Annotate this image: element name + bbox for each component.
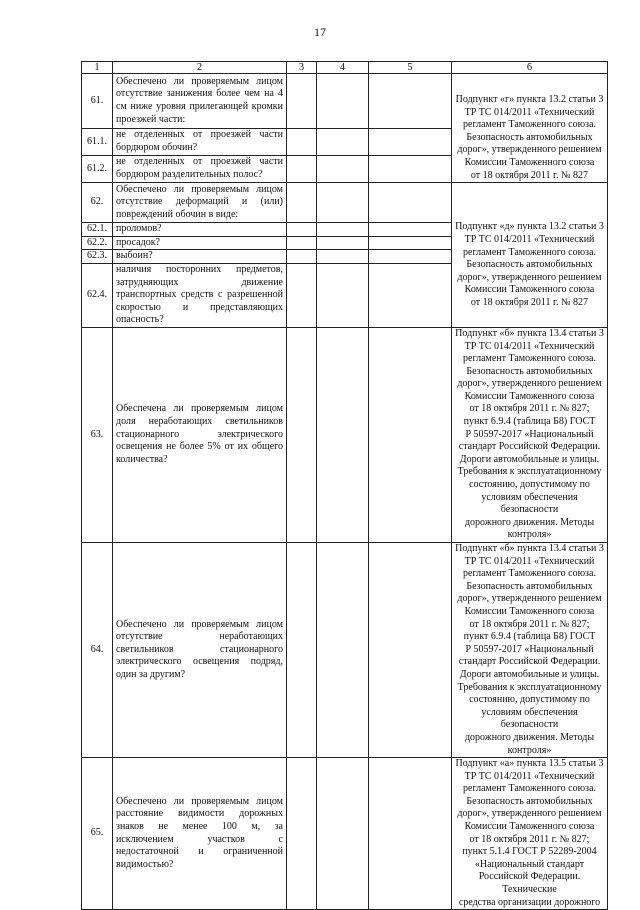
answer-cell <box>369 236 452 250</box>
row-number: 62.4. <box>82 263 113 327</box>
answer-cell <box>317 327 369 542</box>
legal-reference-text: Подпункт «б» пункта 13.4 статьи 3 ТР ТС 014/2011 «Технический регламент Таможенного союза. Безопасность автомобильных дорог», утвержденного решением Комиссии Таможенного союза от 18 октября 2011 г. № 827; пункт 6.9.4 (таблица Б8) ГОСТ Р 50597-2017 «Национальный стандарт Российской Федерации. Дороги автомобильные и улицы. Требования к эксплуатационному состоянию, допустимому по условиям обеспечения безопасности дорожного движения. Методы контроля» <box>455 327 604 541</box>
column-header: 1 <box>82 62 113 74</box>
answer-cell <box>317 250 369 264</box>
column-header: 5 <box>369 62 452 74</box>
answer-cell <box>369 223 452 237</box>
answer-cell <box>369 263 452 327</box>
legal-reference-text: Подпункт «б» пункта 13.4 статьи 3 ТР ТС 014/2011 «Технический регламент Таможенного союза. Безопасность автомобильных дорог», утвержденного решением Комиссии Таможенного союза от 18 октября 2011 г. № 827; пункт 6.9.4 (таблица Б8) ГОСТ Р 50597-2017 «Национальный стандарт Российской Федерации. Дороги автомобильные и улицы. Требования к эксплуатационному состоянию, допустимому по условиям обеспечения безопасности дорожного движения. Методы контроля» <box>455 543 604 756</box>
answer-cell <box>317 236 369 250</box>
answer-cell <box>317 183 369 223</box>
row-number: 62. <box>82 183 113 223</box>
row-number: 61.2. <box>82 156 113 183</box>
row-number: 65. <box>82 758 113 910</box>
row-question: Обеспечено ли проверяемым лицом отсутствие деформаций и (или) повреждений обочин в виде: <box>113 183 287 223</box>
answer-cell <box>287 236 317 250</box>
legal-reference <box>452 327 608 542</box>
page-number: 17 <box>314 25 326 39</box>
column-header: 2 <box>113 62 287 74</box>
table-row <box>82 183 608 223</box>
answer-cell <box>287 758 317 910</box>
answer-cell <box>317 74 369 129</box>
legal-reference-text: Подпункт «г» пункта 13.2 статьи 3 ТР ТС 014/2011 «Технический регламент Таможенного союза. Безопасность автомобильных дорог», утвержденного решением Комиссии Таможенного союза от 18 октября 2011 г. № 827 <box>455 94 604 181</box>
answer-cell <box>287 327 317 542</box>
answer-cell <box>369 183 452 223</box>
answer-cell <box>287 250 317 264</box>
answer-cell <box>287 263 317 327</box>
answer-cell <box>369 74 452 129</box>
answer-cell <box>317 128 369 155</box>
row-number: 62.2. <box>82 236 113 250</box>
column-header: 3 <box>287 62 317 74</box>
row-question: Обеспечено ли проверяемым лицом отсутствие неработающих светильников стационарного электрического освещения подряд, один за другим? <box>113 543 287 758</box>
table-header-row <box>82 62 608 74</box>
answer-cell <box>369 543 452 758</box>
table-row <box>82 758 608 910</box>
answer-cell <box>287 128 317 155</box>
row-question: просадок? <box>113 236 287 250</box>
answer-cell <box>287 156 317 183</box>
row-number: 64. <box>82 543 113 758</box>
answer-cell <box>317 156 369 183</box>
row-question: Обеспечено ли проверяемым лицом отсутствие занижения более чем на 4 см ниже уровня прилегающей кромки проезжей части: <box>113 74 287 129</box>
answer-cell <box>317 543 369 758</box>
legal-reference-text: Подпункт «д» пункта 13.2 статьи 3 ТР ТС 014/2011 «Технический регламент Таможенного союза. Безопасность автомобильных дорог», утвержденного решением Комиссии Таможенного союза от 18 октября 2011 г. № 827 <box>455 221 604 309</box>
answer-cell <box>369 758 452 910</box>
legal-reference <box>452 74 608 183</box>
answer-cell <box>369 128 452 155</box>
answer-cell <box>287 543 317 758</box>
checklist-table <box>81 61 608 910</box>
answer-cell <box>317 263 369 327</box>
answer-cell <box>369 250 452 264</box>
row-question: не отделенных от проезжей части бордюром обочин? <box>113 128 287 155</box>
row-number: 61.1. <box>82 128 113 155</box>
row-question: наличия посторонних предметов, затрудняющих движение транспортных средств с разрешенной скоростью и представляющих опасность? <box>113 263 287 327</box>
answer-cell <box>287 183 317 223</box>
row-question: не отделенных от проезжей части бордюром разделительных полос? <box>113 156 287 183</box>
row-question: проломов? <box>113 223 287 237</box>
answer-cell <box>369 327 452 542</box>
row-question: Обеспечена ли проверяемым лицом доля неработающих светильников стационарного электрического освещения не более 5% от их общего количества? <box>113 327 287 542</box>
answer-cell <box>287 74 317 129</box>
row-number: 63. <box>82 327 113 542</box>
table-row <box>82 74 608 129</box>
row-question: Обеспечено ли проверяемым лицом расстояние видимости дорожных знаков не менее 100 м, за исключением участков с недостаточной и ограниченной видимостью? <box>113 758 287 910</box>
row-number: 61. <box>82 74 113 129</box>
answer-cell <box>317 223 369 237</box>
column-header: 4 <box>317 62 369 74</box>
legal-reference <box>452 183 608 328</box>
legal-reference-text: Подпункт «а» пункта 13.5 статьи 3 ТР ТС 014/2011 «Технический регламент Таможенного союза. Безопасность автомобильных дорог», утвержденного решением Комиссии Таможенного союза от 18 октября 2011 г. № 827; пункт 5.1.4 ГОСТ Р 52289-2004 «Национальный стандарт Российской Федерации. Технические средства организации дорожного <box>455 758 604 908</box>
row-question: выбоин? <box>113 250 287 264</box>
legal-reference <box>452 543 608 758</box>
column-header: 6 <box>452 62 608 74</box>
table-row <box>82 327 608 542</box>
answer-cell <box>317 758 369 910</box>
answer-cell <box>287 223 317 237</box>
legal-reference <box>452 758 608 910</box>
row-number: 62.3. <box>82 250 113 264</box>
table-row <box>82 543 608 758</box>
answer-cell <box>369 156 452 183</box>
row-number: 62.1. <box>82 223 113 237</box>
